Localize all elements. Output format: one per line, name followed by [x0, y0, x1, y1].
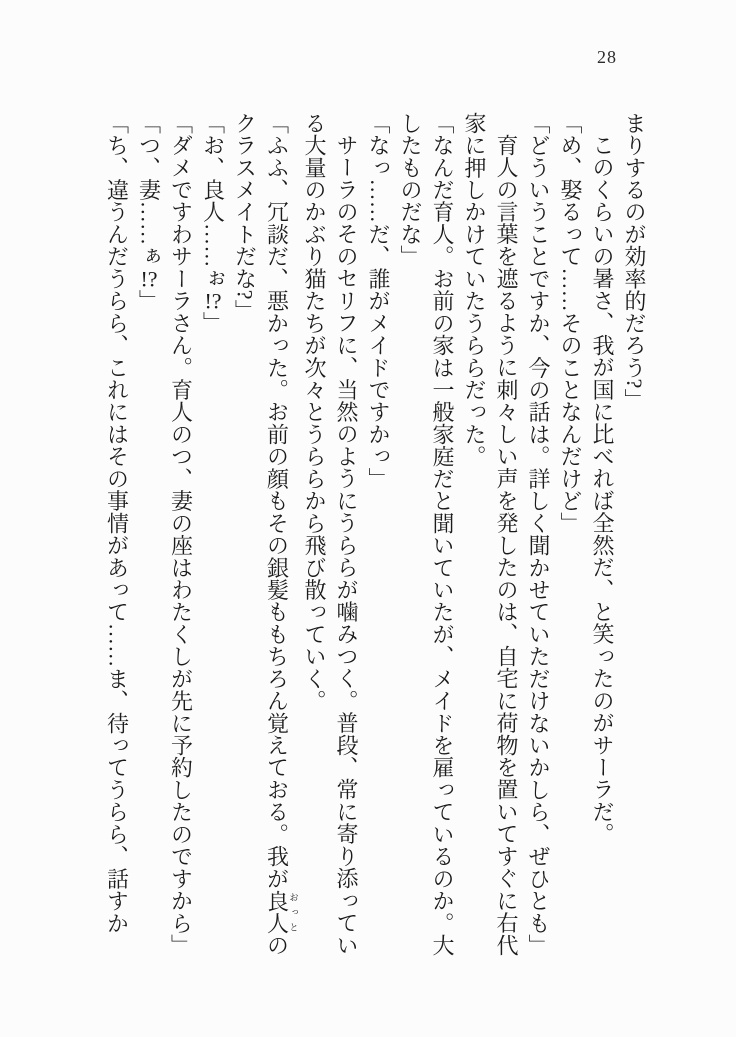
text-line: 「つ、妻……ぁ!?」 — [136, 112, 162, 312]
text-line: 「お、良人……ぉ!?」 — [200, 112, 226, 334]
page-number: 28 — [597, 47, 617, 67]
text-line: 「なっ……だ、誰がメイドですかっ」 — [366, 112, 391, 490]
text-line: サーラのそのセリフに、当然のようにうららが噛みつく。普段、常に寄り添っている大量のかぶり猫たちが次々とうららから飛び散っていく。 — [302, 112, 359, 957]
text-line: このくらいの暑さ、我が国に比べれば全然だ、と笑ったのがサーラだ。 — [590, 134, 615, 846]
text-line: 「ち、違うんだうらら、これにはその事情があって……ま、待ってうらら、話すか — [104, 112, 130, 935]
ruby-annotated-word: 良人おっと — [264, 889, 298, 935]
tate-chu-yoko-mark: !? — [204, 289, 222, 312]
text-line: 「どういうことですか、今の話は。詳しく聞かせていただけないかしら、ぜひとも」 — [526, 112, 551, 957]
text-line: 「ダメですわサーラさん。育人のつ、妻の座はわたくしが先に予約したのですから」 — [168, 112, 194, 957]
tate-chu-yoko-mark: !? — [140, 267, 158, 290]
text-line: 「なんだ育人。お前の家は一般家庭だと聞いていたが、メイドを雇っているのか。大したものだな」 — [398, 112, 455, 957]
page-text — [101, 112, 651, 958]
text-line: まりするのが効率的だろう?」 — [622, 112, 647, 411]
text-line: 「め、娶るって……そのことなんだけど」 — [558, 112, 583, 535]
text-line: 育人の言葉を遮るように刺々しい声を発したのは、自宅に荷物を置いてすぐに右代家に押しかけていたうららだった。 — [462, 112, 519, 957]
text-line: 「ふふ、冗談だ、悪かった。お前の顔もその銀髪ももちろん覚えておる。我が良人おっとのクラスメイトだな?」 — [232, 112, 298, 957]
